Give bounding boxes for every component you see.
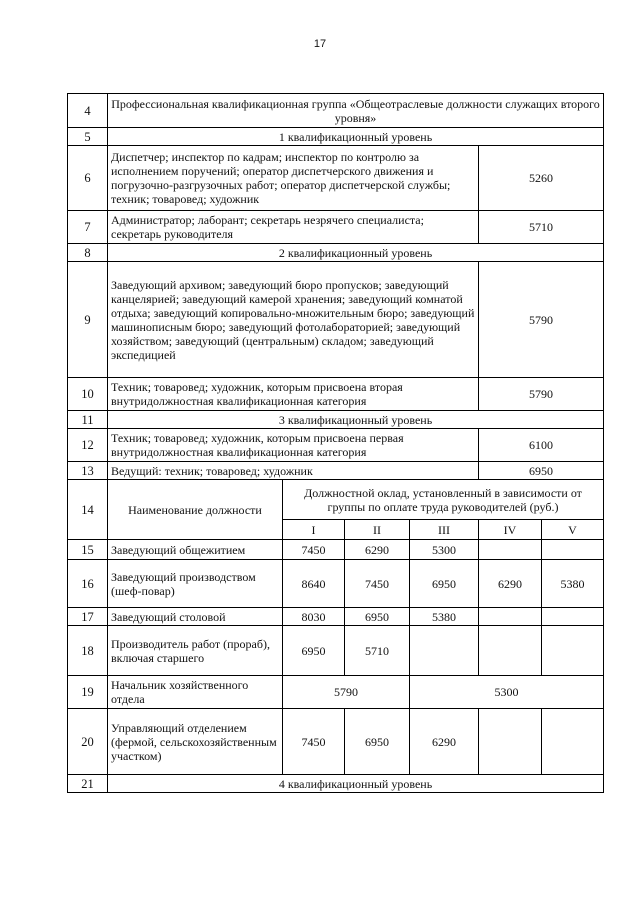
table-row <box>68 560 604 608</box>
salary-value <box>410 626 479 676</box>
table-row <box>68 429 604 462</box>
salary-value <box>479 540 542 560</box>
salary-value <box>479 709 542 775</box>
row-number: 7 <box>68 211 108 244</box>
position-name: Производитель работ (прораб), включая старшего <box>108 626 283 676</box>
row-number: 14 <box>68 480 108 540</box>
salary-value: 6290 <box>410 709 479 775</box>
salary-value <box>479 608 542 626</box>
salary-value: 6950 <box>283 626 345 676</box>
salary-value: 5300 <box>410 540 479 560</box>
salary-value: 5790 <box>283 676 410 709</box>
position-list: Заведующий архивом; заведующий бюро пропусков; заведующий канцелярией; заведующий камерой хранения; заведующий комнатой отдыха; заведующий копировально-множительным бюро; заведующий машинописным бюро; заведующий фотолабораторией; заведующий хозяйством; заведующий (центральным) складом; заведующий экспедицией <box>108 262 479 378</box>
table-row <box>68 608 604 626</box>
group-header: II <box>345 520 410 540</box>
table-row <box>68 676 604 709</box>
group-title: Профессиональная квалификационная группа «Общеотраслевые должности служащих второго уровня» <box>108 94 604 128</box>
row-number: 21 <box>68 775 108 793</box>
row-number: 10 <box>68 378 108 411</box>
row-number: 6 <box>68 146 108 211</box>
group-header: IV <box>479 520 542 540</box>
salary-value: 7450 <box>345 560 410 608</box>
salary-value: 5380 <box>542 560 604 608</box>
row-number: 13 <box>68 462 108 480</box>
column-header-salary: Должностной оклад, установленный в зависимости от группы по оплате труда руководителей (руб.) <box>283 480 604 520</box>
table-row <box>68 411 604 429</box>
table-row <box>68 709 604 775</box>
table-row <box>68 244 604 262</box>
table-header-row <box>68 480 604 520</box>
group-header: V <box>542 520 604 540</box>
row-number: 20 <box>68 709 108 775</box>
salary-value: 6290 <box>345 540 410 560</box>
position-list: Диспетчер; инспектор по кадрам; инспектор по контролю за исполнением поручений; оператор диспетчерского движения и погрузочно-разгрузочных работ; оператор диспетчерской службы; техник; товаровед; художник <box>108 146 479 211</box>
salary-value: 6950 <box>345 709 410 775</box>
column-header-name: Наименование должности <box>108 480 283 540</box>
salary-value <box>542 608 604 626</box>
level-heading: 4 квалификационный уровень <box>108 775 604 793</box>
row-number: 8 <box>68 244 108 262</box>
position-list: Техник; товаровед; художник, которым присвоена первая внутридолжностная квалификационная категория <box>108 429 479 462</box>
position-name: Заведующий производством (шеф-повар) <box>108 560 283 608</box>
position-list: Администратор; лаборант; секретарь незрячего специалиста; секретарь руководителя <box>108 211 479 244</box>
salary-value: 6950 <box>345 608 410 626</box>
group-header: I <box>283 520 345 540</box>
qualification-table <box>67 93 604 793</box>
level-heading: 1 квалификационный уровень <box>108 128 604 146</box>
row-number: 19 <box>68 676 108 709</box>
salary-value: 6950 <box>410 560 479 608</box>
level-heading: 2 квалификационный уровень <box>108 244 604 262</box>
position-name: Заведующий общежитием <box>108 540 283 560</box>
salary-value: 5710 <box>479 211 604 244</box>
position-list: Техник; товаровед; художник, которым присвоена вторая внутридолжностная квалификационная категория <box>108 378 479 411</box>
salary-value: 8640 <box>283 560 345 608</box>
salary-value: 5790 <box>479 378 604 411</box>
position-name: Начальник хозяйственного отдела <box>108 676 283 709</box>
salary-value: 8030 <box>283 608 345 626</box>
salary-value: 5260 <box>479 146 604 211</box>
row-number: 16 <box>68 560 108 608</box>
table-row <box>68 128 604 146</box>
page-number: 17 <box>313 38 327 50</box>
salary-value: 6950 <box>479 462 604 480</box>
row-number: 15 <box>68 540 108 560</box>
position-name: Заведующий столовой <box>108 608 283 626</box>
table-row <box>68 211 604 244</box>
salary-value <box>542 626 604 676</box>
salary-value: 5790 <box>479 262 604 378</box>
position-list: Ведущий: техник; товаровед; художник <box>108 462 479 480</box>
row-number: 4 <box>68 94 108 128</box>
salary-value: 5380 <box>410 608 479 626</box>
row-number: 18 <box>68 626 108 676</box>
table-row <box>68 540 604 560</box>
salary-value: 7450 <box>283 709 345 775</box>
table-row <box>68 262 604 378</box>
salary-value: 5300 <box>410 676 604 709</box>
salary-value: 7450 <box>283 540 345 560</box>
table-row <box>68 462 604 480</box>
table-row <box>68 775 604 793</box>
group-header: III <box>410 520 479 540</box>
row-number: 12 <box>68 429 108 462</box>
row-number: 5 <box>68 128 108 146</box>
position-name: Управляющий отделением (фермой, сельскохозяйственным участком) <box>108 709 283 775</box>
salary-value: 6290 <box>479 560 542 608</box>
salary-value <box>479 626 542 676</box>
level-heading: 3 квалификационный уровень <box>108 411 604 429</box>
table-row <box>68 378 604 411</box>
row-number: 17 <box>68 608 108 626</box>
table-row <box>68 626 604 676</box>
table-row <box>68 146 604 211</box>
salary-value: 5710 <box>345 626 410 676</box>
salary-value <box>542 709 604 775</box>
row-number: 11 <box>68 411 108 429</box>
table-row <box>68 94 604 128</box>
salary-value: 6100 <box>479 429 604 462</box>
row-number: 9 <box>68 262 108 378</box>
salary-value <box>542 540 604 560</box>
